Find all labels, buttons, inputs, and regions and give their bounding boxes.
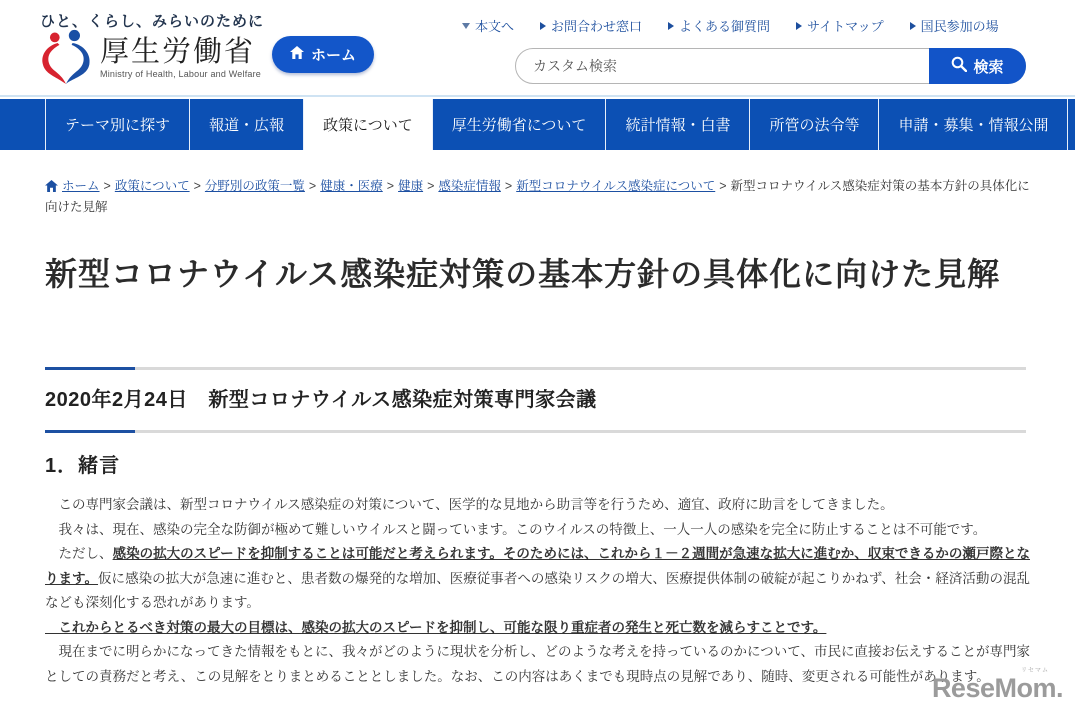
nav-item-applications[interactable]: 申請・募集・情報公開 <box>878 99 1068 150</box>
paragraph-2 <box>45 518 1030 543</box>
nav-item-statistics[interactable]: 統計情報・白書 <box>605 99 749 150</box>
breadcrumb-link-health-medical[interactable]: 健康・医療 <box>320 179 383 193</box>
breadcrumb-link-infectious-info[interactable]: 感染症情報 <box>438 179 501 193</box>
section-divider <box>45 430 1026 433</box>
breadcrumb-current: 新型コロナウイルス感染症対策の基本方針の具体化に向けた見解 <box>45 179 1030 214</box>
nav-item-policy[interactable]: 政策について <box>303 99 432 150</box>
resemom-text: ReseMom <box>931 673 1056 703</box>
triangle-right-icon <box>540 22 546 30</box>
logo-text-block <box>100 29 261 79</box>
resemom-watermark <box>931 668 1063 703</box>
breadcrumb-separator: > <box>308 179 317 193</box>
paragraph-text: ただし、 <box>45 546 113 561</box>
home-button[interactable] <box>272 36 374 73</box>
nav-spacer <box>0 99 45 150</box>
breadcrumb-separator: > <box>719 179 727 193</box>
triangle-right-icon <box>910 22 916 30</box>
utility-link-label: 国民参加の場 <box>920 19 999 34</box>
utility-link-label: サイトマップ <box>807 19 884 34</box>
home-icon <box>290 46 304 63</box>
breadcrumb-home-icon <box>45 179 58 198</box>
breadcrumb-link-policy-list[interactable]: 分野別の政策一覧 <box>204 179 305 193</box>
home-button-label: ホーム <box>311 47 357 64</box>
link-faq[interactable] <box>668 16 770 35</box>
search-button[interactable] <box>929 48 1026 84</box>
search-bar <box>515 48 1026 84</box>
article-body <box>45 493 1030 689</box>
paragraph-4 <box>45 616 1030 641</box>
resemom-ruby: リセマム <box>1021 668 1049 674</box>
nav-item-themes[interactable]: テーマ別に探す <box>45 99 189 150</box>
logo-subtitle: Ministry of Health, Labour and Welfare <box>100 69 262 79</box>
link-public-participation[interactable] <box>910 16 999 35</box>
breadcrumb-link-covid19[interactable]: 新型コロナウイルス感染症について <box>516 179 716 193</box>
section-divider <box>45 367 1026 370</box>
site-tagline: ひと、くらし、みらいのために <box>40 13 265 30</box>
paragraph-text: 我々は、現在、感染の完全な防御が極めて難しいウイルスと闘っています。このウイルスの特徴上、一人一人の感染を完全に防止することは不可能です。 <box>45 521 987 537</box>
resemom-suffix: . <box>1055 673 1063 703</box>
breadcrumb-separator: > <box>427 179 435 193</box>
nav-item-press[interactable]: 報道・広報 <box>189 99 303 150</box>
triangle-down-icon <box>462 23 470 29</box>
logo-title: 厚生労働省 <box>100 36 256 68</box>
utility-link-label: お問合わせ窓口 <box>551 19 643 34</box>
mhlw-logo-icon <box>38 29 94 90</box>
paragraph-text: 仮に感染の拡大が急速に進むと、患者数の爆発的な増加、医療従事者への感染リスクの増大、医療提供体制の破綻が起こりかねず、社会・経済活動の混乱なども深刻化する恐れがあります。 <box>45 570 1030 610</box>
site-header <box>0 0 1075 97</box>
triangle-right-icon <box>796 22 802 30</box>
paragraph-5 <box>45 640 1030 689</box>
date-heading: 2020年2月24日 新型コロナウイルス感染症対策専門家会議 <box>45 389 597 411</box>
breadcrumb-separator: > <box>193 179 201 193</box>
global-nav <box>0 99 1075 150</box>
link-sitemap[interactable] <box>796 16 884 35</box>
emphasized-text: これからとるべき対策の最大の目標は、感染の拡大のスピードを抑制し、可能な限り重症者の発生と死亡数を減らすことです。 <box>45 619 827 635</box>
link-to-main-content[interactable] <box>462 16 514 35</box>
mhlw-logo[interactable] <box>38 29 261 90</box>
utility-link-label: 本文へ <box>475 19 515 34</box>
paragraph-text: この専門家会議は、新型コロナウイルス感染症の対策について、医学的な見地から助言等を行うため、適宜、政府に助言をしてきました。 <box>45 497 894 512</box>
paragraph-3 <box>45 542 1030 616</box>
search-icon <box>951 56 967 76</box>
paragraph-1 <box>45 493 1030 518</box>
section-heading-introduction: 1．緒言 <box>45 455 121 477</box>
utility-nav <box>462 16 999 35</box>
breadcrumb <box>45 177 1030 217</box>
breadcrumb-link-policy[interactable]: 政策について <box>114 179 190 193</box>
nav-item-about-mhlw[interactable]: 厚生労働省について <box>432 99 606 150</box>
search-button-label: 検索 <box>973 58 1004 76</box>
breadcrumb-separator: > <box>386 179 395 193</box>
triangle-right-icon <box>668 22 674 30</box>
nav-item-laws[interactable]: 所管の法令等 <box>749 99 878 150</box>
breadcrumb-separator: > <box>504 179 513 193</box>
utility-link-label: よくある御質問 <box>679 19 771 34</box>
breadcrumb-link-home[interactable]: ホーム <box>62 179 100 193</box>
paragraph-text: 現在までに明らかになってきた情報をもとに、我々がどのように現状を分析し、どのような考えを持っているのかについて、市民に直接お伝えすることが専門家としての責務だと考え、この見解をとりまとめることとしました。なお、この内容はあくまでも現時点の見解であり、随時、変更される可能性があります。 <box>45 644 1030 684</box>
breadcrumb-separator: > <box>103 179 111 193</box>
emphasized-text: 感染の拡大のスピードを抑制することは可能だと考えられます。そのためには、これから１－２週間が急速な拡大に進むか、収束できるかの瀬戸際となります。 <box>45 546 1030 586</box>
breadcrumb-link-health[interactable]: 健康 <box>398 179 424 193</box>
page-title: 新型コロナウイルス感染症対策の基本方針の具体化に向けた見解 <box>45 256 1001 292</box>
link-contact[interactable] <box>540 16 642 35</box>
